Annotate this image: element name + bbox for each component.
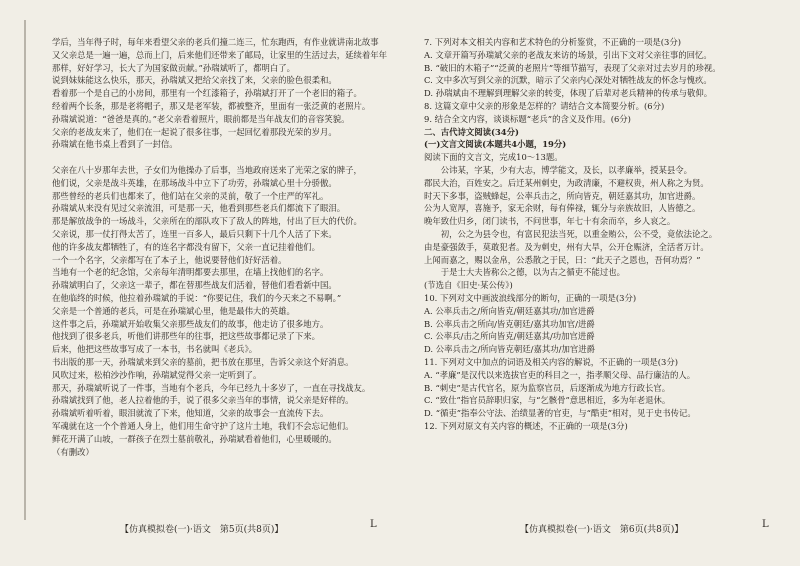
- right-page-footer: 【仿真模拟卷(一)·语文 第6页(共8页)】: [520, 525, 684, 535]
- text-line: 孙瑞斌听着听着，眼泪就流了下来，他知道，父亲的故事会一直流传下去。: [52, 408, 329, 419]
- text-line: C. 文中多次写到父亲的沉默，暗示了父亲内心深处对牺牲战友的怀念与愧疚。: [424, 75, 712, 86]
- text-line: 孙瑞斌在他书桌上看到了一封信。: [52, 139, 178, 150]
- text-line: 书出版的那一天，孙瑞斌来到父亲的墓前，把书放在那里，告诉父亲这个好消息。: [52, 356, 354, 367]
- text-line: (节选自《旧史·某公传》): [424, 280, 513, 291]
- text-line: 那样，好好学习，长大了为国家做贡献。”孙瑞斌听了，都明白了。: [52, 62, 295, 73]
- right-page-mark: L: [762, 519, 769, 530]
- text-line: 公讳某，字某，少有大志，博学能文，及长，以孝廉举，授某县令。: [424, 164, 692, 175]
- text-line: 看着那一个是自己的小房间，那里有一个红漆箱子，孙瑞斌打开了一个老旧的箱子。: [52, 88, 362, 99]
- text-line: （有删改）: [52, 446, 94, 457]
- text-line: 孙瑞斌从来没有见过父亲流泪，可是那一天，他看到那些老兵们都流下了眼泪。: [52, 203, 346, 214]
- right-page-text: [424, 36, 762, 512]
- text-line: 8. 这篇文章中父亲的形象是怎样的？请结合文本简要分析。(6分): [424, 100, 665, 111]
- text-line: 上闻而嘉之，赐以金帛，公悉散之于民，曰：“此天子之恩也，吾何功焉？”: [424, 254, 701, 265]
- text-line: 阅读下面的文言文，完成10～13题。: [424, 152, 563, 163]
- text-line: 12. 下列对原文有关内容的概述，不正确的一项是(3分): [424, 420, 628, 431]
- text-line: 一个一个名字，父亲都写在了本子上，他说要替他们好好活着。: [52, 254, 287, 265]
- text-line: 军魂就在这一个个普通人身上，他们用生命守护了这片土地，我们不会忘记他们。: [52, 420, 354, 431]
- text-line: 孙瑞斌说道：“爸爸是真的。”老父亲看着照片，眼前都是当年战友们的音容笑貌。: [52, 113, 350, 124]
- text-line: 那些曾经的老兵们也都来了，他们站在父亲的灵前，敬了一个庄严的军礼。: [52, 190, 329, 201]
- text-line: B. 公率兵击之所向/皆克朝廷/嘉其功加官/进爵: [424, 318, 595, 329]
- text-line: 10. 下列对文中画波浪线部分的断句，正确的一项是(3分): [424, 292, 637, 303]
- text-line: 那天，孙瑞斌听说了一件事，当地有个老兵，今年已经九十多岁了，一直在寻找战友。: [52, 382, 371, 393]
- text-line: 于是士大夫皆称公之德，以为古之循吏不能过也。: [424, 267, 625, 278]
- text-line: 父亲在八十岁那年去世，子女们为他操办了后事，当地政府送来了光荣之家的牌子，: [52, 164, 362, 175]
- text-line: 他们说，父亲是战斗英雄，在那场战斗中立下了功劳，孙瑞斌心里十分骄傲。: [52, 177, 337, 188]
- text-line: [52, 151, 395, 164]
- text-line: 又父亲总是一遍一遍，总而上门，后来他们还带来了邮局，让家里的生活过去，延续着年年: [52, 49, 387, 60]
- text-line: 11. 下列对文中加点的词语及相关内容的解说，不正确的一项是(3分): [424, 356, 678, 367]
- text-line: 他找到了很多老兵，听他们讲那些年的往事，把这些故事都记录了下来。: [52, 331, 320, 342]
- text-line: C. 公率兵/击之所向皆克/朝廷嘉其/功加官进爵: [424, 331, 595, 342]
- text-line: 学后，当年得子时，每年来看望父亲的老兵们撞二连三，忙东跑西，有作业就讲南北故事: [52, 37, 379, 47]
- text-line: D. 孙瑞斌由不理解到理解父亲的转变，体现了后辈对老兵精神的传承与敬仰。: [424, 88, 713, 99]
- text-line: A. “孝廉”是汉代以来选拔官吏的科目之一，指孝顺父母、品行廉洁的人。: [424, 369, 696, 380]
- text-line: 二、古代诗文阅读(34分): [424, 126, 519, 137]
- text-line: 父亲的老战友来了，他们在一起说了很多往事，一起回忆着那段光荣的岁月。: [52, 126, 337, 137]
- text-line: 当地有一个老的纪念馆，父亲每年清明都要去那里，在墙上找他们的名字。: [52, 267, 329, 278]
- text-line: C. “致仕”指官员辞职归家，与“乞骸骨”意思相近，多为年老退休。: [424, 395, 671, 406]
- text-line: 这件事之后，孙瑞斌开始收集父亲那些战友们的故事，他走访了很多地方。: [52, 318, 329, 329]
- text-line: D. 公率兵击之/所向皆克朝廷/嘉其功/加官进爵: [424, 344, 595, 355]
- left-page-mark: L: [370, 519, 377, 530]
- text-line: B. “破旧的木箱子”“泛黄的老照片”等细节描写，表现了父亲对过去岁月的珍视。: [424, 62, 721, 73]
- binding-line: [24, 20, 26, 520]
- text-line: 郡民大治，百姓安之。后迁某州刺史，为政清廉，不避权贵，州人称之为贤。: [424, 177, 709, 188]
- text-line: 时天下多事，盗贼蜂起，公率兵击之，所向皆克，朝廷嘉其功，加官进爵。: [424, 190, 701, 201]
- text-line: 公为人宽厚，喜施予，家无余财，每有俸禄，辄分与亲族故旧，人皆德之。: [424, 203, 701, 214]
- left-page-text: [52, 36, 395, 512]
- text-line: 后来，他把这些故事写成了一本书，书名就叫《老兵》。: [52, 344, 258, 355]
- text-line: 说到妹妹能这么快乐，那天，孙瑞斌又把给父亲找了来，父亲的脸色很柔和。: [52, 75, 337, 86]
- text-line: 经着两个长条，那是老将帽子，那又是老军装，都被整齐，里面有一张泛黄的老照片。: [52, 100, 371, 111]
- text-line: 父亲说，那一仗打得太苦了，连里一百多人，最后只剩下十几个人活了下来。: [52, 228, 337, 239]
- text-line: 由是豪强敛手，莫敢犯者。及为刺史，州有大旱，公开仓赈济，全活者万计。: [424, 241, 709, 252]
- text-line: 晚年致仕归乡，闭门读书，不问世事，年七十有余而卒，乡人哀之。: [424, 216, 676, 227]
- text-line: D. “循吏”指奉公守法、治绩显著的官吏，与“酷吏”相对，见于史书传记。: [424, 408, 696, 419]
- text-line: (一)文言文阅读(本题共4小题，19分): [424, 139, 567, 150]
- text-line: B. “刺史”是古代官名，原为监察官员，后逐渐成为地方行政长官。: [424, 382, 671, 393]
- text-line: 鲜花开满了山坡，一群孩子在烈士墓前敬礼，孙瑞斌看着他们，心里暖暖的。: [52, 433, 337, 444]
- text-line: 他的许多战友都牺牲了，有的连名字都没有留下，父亲一直记挂着他们。: [52, 241, 320, 252]
- text-line: 风吹过来，松柏沙沙作响，孙瑞斌觉得父亲一定听到了。: [52, 369, 262, 380]
- text-line: 那是解放战争的一场战斗，父亲所在的部队攻下了敌人的阵地，付出了巨大的代价。: [52, 216, 362, 227]
- left-page-footer: 【仿真模拟卷(一)·语文 第5页(共8页)】: [120, 525, 284, 535]
- text-line: A. 文章开篇写孙瑞斌父亲的老战友来访的场景，引出下文对父亲往事的回忆。: [424, 49, 712, 60]
- text-line: 9. 结合全文内容，谈谈标题“老兵”的含义及作用。(6分): [424, 113, 631, 124]
- text-line: 父亲是一个普通的老兵，可是在孙瑞斌心里，他是最伟大的英雄。: [52, 305, 295, 316]
- text-line: A. 公率兵击之/所向皆克/朝廷嘉其功/加官进爵: [424, 305, 595, 316]
- text-line: 7. 下列对本文相关内容和艺术特色的分析鉴赏，不正确的一项是(3分): [424, 37, 682, 47]
- text-line: 在他临终的时候，他拉着孙瑞斌的手说：“你要记住，我们的今天来之不易啊。”: [52, 292, 342, 303]
- text-line: 初，公之为县令也，有富民犯法当死，以重金贿公，公不受，竟依法论之。: [424, 228, 718, 239]
- text-line: 孙瑞斌明白了，父亲这一辈子，都在替那些战友们活着，替他们看看新中国。: [52, 280, 337, 291]
- text-line: 孙瑞斌找到了他，老人拉着他的手，说了很多父亲当年的事情，说父亲是好样的。: [52, 395, 354, 406]
